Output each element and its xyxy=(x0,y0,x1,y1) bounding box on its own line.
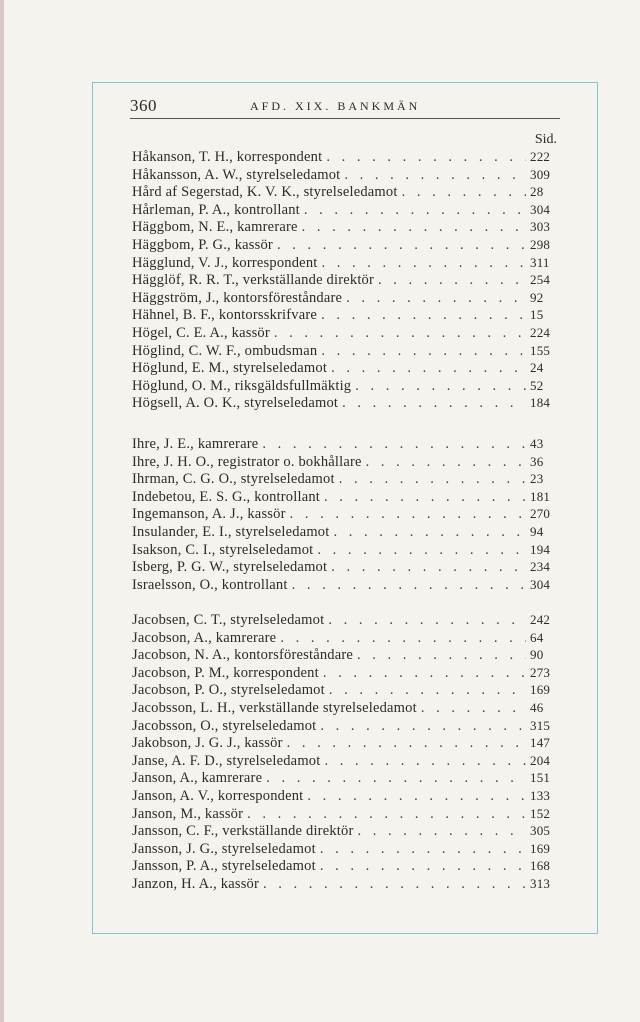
dot-leader xyxy=(321,343,526,360)
index-entry xyxy=(132,841,558,859)
dot-leader xyxy=(262,436,526,453)
dot-leader xyxy=(378,272,526,289)
entry-name: Indebetou, E. S. G., kontrollant xyxy=(132,488,321,505)
index-entry xyxy=(132,612,558,630)
index-entry xyxy=(132,665,558,683)
dot-leader xyxy=(324,489,526,506)
entry-page-number: 304 xyxy=(530,576,551,592)
entry-name: Hägglund, V. J., korrespondent xyxy=(132,254,318,271)
entry-name: Insulander, E. I., styrelseledamot xyxy=(132,523,330,540)
entry-name: Jacobsen, C. T., styrelseledamot xyxy=(132,612,325,628)
dot-leader xyxy=(274,325,526,342)
entry-name: Jacobson, N. A., kontorsföreståndare xyxy=(132,647,354,664)
index-entry xyxy=(132,524,558,542)
index-entry xyxy=(132,454,558,472)
index-entry xyxy=(132,876,558,894)
entry-page-number: 94 xyxy=(530,523,544,539)
entry-page-number: 303 xyxy=(530,219,551,235)
dot-leader xyxy=(339,471,526,488)
entry-name: Ihrman, C. G. O., styrelseledamot xyxy=(132,471,335,488)
index-entry xyxy=(132,149,558,167)
entry-name: Isakson, C. I., styrelseledamot xyxy=(132,541,314,558)
running-title: AFD. XIX. BANKMÄN xyxy=(250,99,421,113)
page-header xyxy=(130,96,560,119)
dot-leader xyxy=(357,647,526,664)
entry-page-number: 36 xyxy=(530,453,544,469)
entry-page-number: 242 xyxy=(530,612,551,627)
index-entry xyxy=(132,307,558,325)
entry-page-number: 28 xyxy=(530,184,544,200)
entry-page-number: 234 xyxy=(530,559,551,575)
dot-leader xyxy=(342,395,526,412)
entry-name: Jakobson, J. G. J., kassör xyxy=(132,735,283,752)
entry-name: Jacobson, P. O., styrelseledamot xyxy=(132,682,325,699)
entry-name: Ihre, J. E., kamrerare xyxy=(132,436,259,452)
entry-name: Jacobson, A., kamrerare xyxy=(132,629,277,646)
index-entry xyxy=(132,682,558,700)
page-column-label: Sid. xyxy=(534,132,557,147)
index-entry xyxy=(132,343,558,361)
entry-name: Ingemanson, A. J., kassör xyxy=(132,506,286,523)
entry-name: Hård af Segerstad, K. V. K., styrelseledamot xyxy=(132,184,398,201)
page-number: 360 xyxy=(130,96,157,115)
dot-leader xyxy=(247,806,526,823)
index-entry xyxy=(132,378,558,396)
dot-leader xyxy=(331,559,526,576)
entry-name: Jacobson, P. M., korrespondent xyxy=(132,664,319,681)
dot-leader xyxy=(329,682,526,699)
entry-page-number: 305 xyxy=(530,823,551,839)
index-entry xyxy=(132,735,558,753)
entry-name: Hägglöf, R. R. T., verkställande direktör xyxy=(132,272,375,289)
index-section-i xyxy=(132,436,558,594)
entry-page-number: 168 xyxy=(530,858,551,874)
entry-page-number: 222 xyxy=(530,149,551,164)
index-entry xyxy=(132,806,558,824)
dot-leader xyxy=(287,735,526,752)
dot-leader xyxy=(421,700,526,717)
entry-page-number: 147 xyxy=(530,735,551,751)
entry-page-number: 151 xyxy=(530,770,551,786)
entry-page-number: 254 xyxy=(530,272,551,288)
entry-page-number: 90 xyxy=(530,647,544,663)
dot-leader xyxy=(366,454,526,471)
entry-name: Ihre, J. H. O., registrator o. bokhållare xyxy=(132,453,362,470)
dot-leader xyxy=(263,876,526,893)
entry-page-number: 64 xyxy=(530,629,544,645)
entry-page-number: 270 xyxy=(530,506,551,522)
entry-name: Hähnel, B. F., kontorsskrifvare xyxy=(132,307,318,324)
index-entry xyxy=(132,471,558,489)
entry-name: Häggbom, P. G., kassör xyxy=(132,236,273,253)
entry-page-number: 23 xyxy=(530,471,544,487)
entry-name: Häggström, J., kontorsföreståndare xyxy=(132,289,343,306)
index-entry xyxy=(132,202,558,220)
entry-name: Isberg, P. G. W., styrelseledamot xyxy=(132,559,328,576)
dot-leader xyxy=(346,290,526,307)
dot-leader xyxy=(355,378,526,395)
entry-name: Hårleman, P. A., kontrollant xyxy=(132,201,300,218)
dot-leader xyxy=(266,770,526,787)
page-edge xyxy=(0,0,4,1022)
entry-page-number: 298 xyxy=(530,236,551,252)
entry-page-number: 92 xyxy=(530,289,544,305)
dot-leader xyxy=(320,718,526,735)
entry-page-number: 273 xyxy=(530,664,551,680)
entry-page-number: 181 xyxy=(530,488,551,504)
index-entry xyxy=(132,542,558,560)
index-entry xyxy=(132,788,558,806)
entry-name: Högsell, A. O. K., styrelseledamot xyxy=(132,395,339,412)
index-entry xyxy=(132,506,558,524)
dot-leader xyxy=(280,630,526,647)
index-entry xyxy=(132,272,558,290)
index-entry xyxy=(132,219,558,237)
index-section-j xyxy=(132,612,558,894)
index-entry xyxy=(132,325,558,343)
entry-name: Janse, A. F. D., styrelseledamot xyxy=(132,752,321,769)
entry-name: Högel, C. E. A., kassör xyxy=(132,324,270,341)
index-entry xyxy=(132,167,558,185)
index-entry xyxy=(132,559,558,577)
entry-page-number: 315 xyxy=(530,717,551,733)
dot-leader xyxy=(320,841,526,858)
entry-page-number: 304 xyxy=(530,201,551,217)
entry-page-number: 15 xyxy=(530,307,544,323)
index-section-h xyxy=(132,149,558,413)
entry-name: Höglund, O. M., riksgäldsfullmäktig xyxy=(132,377,352,394)
entry-page-number: 155 xyxy=(530,342,551,358)
index-entry xyxy=(132,489,558,507)
index-entry xyxy=(132,255,558,273)
index-entry xyxy=(132,184,558,202)
entry-name: Håkanson, T. H., korrespondent xyxy=(132,149,323,165)
entry-page-number: 311 xyxy=(530,254,550,270)
entry-name: Janzon, H. A., kassör xyxy=(132,875,260,892)
dot-leader xyxy=(402,184,526,201)
entry-name: Janson, M., kassör xyxy=(132,805,244,822)
dot-leader xyxy=(322,255,527,272)
dot-leader xyxy=(323,665,526,682)
entry-page-number: 169 xyxy=(530,840,551,856)
entry-page-number: 184 xyxy=(530,395,551,411)
entry-page-number: 46 xyxy=(530,699,544,715)
dot-leader xyxy=(302,219,526,236)
entry-page-number: 224 xyxy=(530,324,551,340)
dot-leader xyxy=(328,612,526,629)
entry-page-number: 152 xyxy=(530,805,551,821)
dot-leader xyxy=(358,823,527,840)
index-entry xyxy=(132,577,558,595)
index-entry xyxy=(132,770,558,788)
entry-page-number: 52 xyxy=(530,377,544,393)
dot-leader xyxy=(320,858,526,875)
entry-name: Höglind, C. W. F., ombudsman xyxy=(132,342,318,359)
entry-name: Jacobsson, O., styrelseledamot xyxy=(132,717,317,734)
entry-name: Jansson, P. A., styrelseledamot xyxy=(132,858,316,875)
dot-leader xyxy=(324,753,526,770)
index-entry xyxy=(132,700,558,718)
dot-leader xyxy=(307,788,526,805)
dot-leader xyxy=(344,167,526,184)
entry-name: Håkansson, A. W., styrelseledamot xyxy=(132,166,341,183)
index-entry xyxy=(132,630,558,648)
index-entry xyxy=(132,360,558,378)
dot-leader xyxy=(292,577,526,594)
index-entry xyxy=(132,718,558,736)
dot-leader xyxy=(333,524,526,541)
entry-name: Janson, A. V., korrespondent xyxy=(132,787,304,804)
index-entry xyxy=(132,395,558,413)
index-entry xyxy=(132,823,558,841)
entry-name: Jansson, C. F., verkställande direktör xyxy=(132,823,354,840)
entry-page-number: 204 xyxy=(530,752,551,768)
entry-name: Häggbom, N. E., kamrerare xyxy=(132,219,298,236)
entry-page-number: 309 xyxy=(530,166,551,182)
entry-name: Janson, A., kamrerare xyxy=(132,770,263,787)
entry-page-number: 169 xyxy=(530,682,551,698)
index-entry xyxy=(132,858,558,876)
entry-name: Höglund, E. M., styrelseledamot xyxy=(132,360,328,377)
entry-name: Jansson, J. G., styrelseledamot xyxy=(132,840,316,857)
index-entry xyxy=(132,436,558,454)
dot-leader xyxy=(290,506,526,523)
entry-page-number: 133 xyxy=(530,787,551,803)
dot-leader xyxy=(326,149,526,166)
dot-leader xyxy=(304,202,526,219)
entry-page-number: 24 xyxy=(530,360,544,376)
dot-leader xyxy=(277,237,526,254)
index-entry xyxy=(132,237,558,255)
entry-name: Jacobsson, L. H., verkställande styrelseledamot xyxy=(132,699,417,716)
entry-page-number: 194 xyxy=(530,541,551,557)
entry-name: Israelsson, O., kontrollant xyxy=(132,576,288,593)
dot-leader xyxy=(331,360,526,377)
dot-leader xyxy=(317,542,526,559)
index-entry xyxy=(132,290,558,308)
index-entry xyxy=(132,647,558,665)
dot-leader xyxy=(321,307,526,324)
entry-page-number: 43 xyxy=(530,436,544,451)
index-entry xyxy=(132,753,558,771)
entry-page-number: 313 xyxy=(530,875,551,891)
